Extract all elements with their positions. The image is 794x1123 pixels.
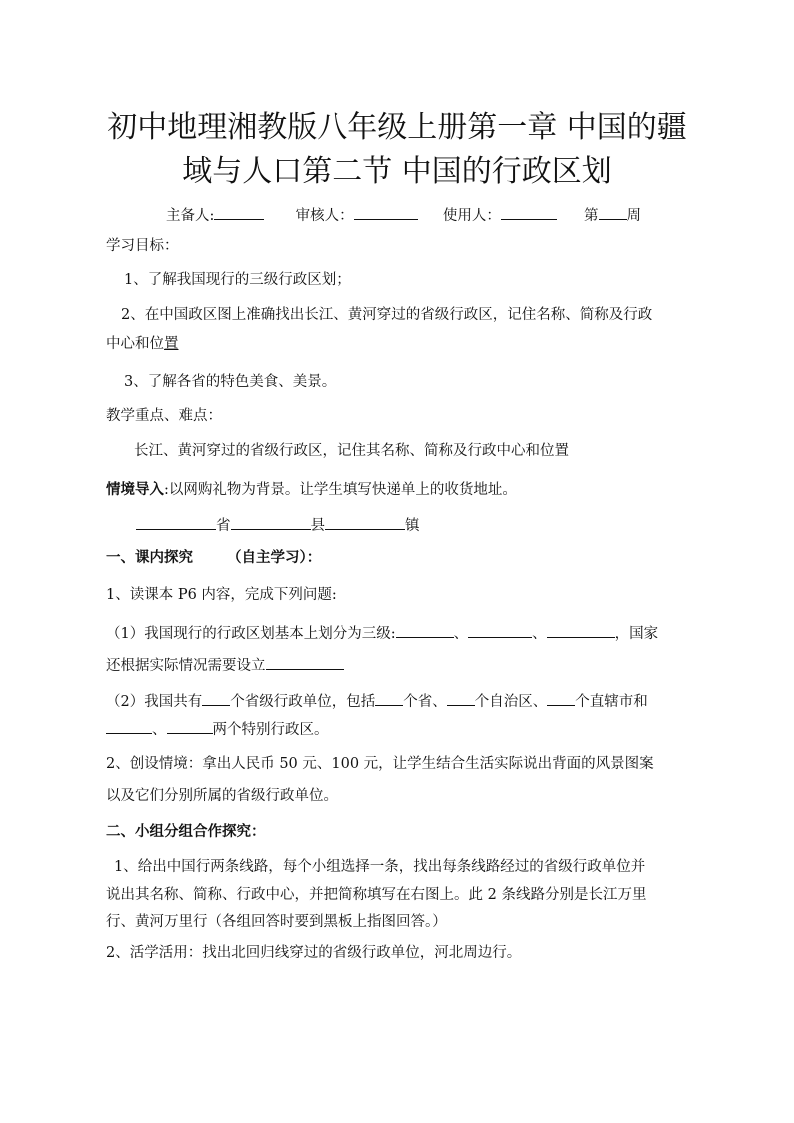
province-label: 省: [216, 518, 231, 534]
q1-2-blank-total[interactable]: [202, 690, 230, 706]
objective-2-line-2: [106, 334, 179, 354]
q1-2-end: 两个特别行政区。: [212, 722, 329, 738]
q1-1-blank-4[interactable]: [266, 654, 344, 670]
objective-2-line-1: 2、在中国政区图上准确找出长江、黄河穿过的省级行政区，记住名称、简称及行政: [121, 307, 653, 323]
q1-1-sep-2: 、: [532, 626, 547, 642]
objectives-heading: 学习目标：: [106, 238, 179, 254]
key-points-text: 长江、黄河穿过的省级行政区，记住其名称、简称及行政中心和位置: [134, 443, 569, 459]
title-line-1: 初中地理湘教版八年级上册第一章 中国的疆: [107, 110, 687, 145]
question-2-line-2: 以及它们分别所属的省级行政单位。: [106, 788, 338, 804]
q1-2-start: （2）我国共有: [106, 694, 203, 710]
address-line: [136, 514, 420, 536]
q1-1-blank-3[interactable]: [547, 622, 615, 638]
preparer-label: 主备人:: [166, 208, 215, 224]
county-label: 县: [310, 518, 325, 534]
intro-label: 情境导入: [106, 481, 164, 498]
q1-1-sep-1: 、: [453, 626, 469, 642]
objective-2-underlined: 置: [164, 336, 179, 352]
meta-line: [166, 204, 641, 226]
section2-p1-line-3: 行、黄河万里行（各组回答时要到黑板上指图回答。）: [106, 914, 447, 930]
question-1-2-line-2: [106, 718, 329, 740]
key-points-heading: 教学重点、难点：: [106, 408, 222, 424]
section2-p2: 2、活学活用：找出北回归线穿过的省级行政单位，河北周边行。: [106, 945, 522, 961]
q1-2-d: 个直辖市和: [575, 694, 648, 710]
preparer-blank[interactable]: [214, 204, 264, 220]
section1-heading-note: （自主学习）：: [227, 549, 322, 566]
user-blank[interactable]: [501, 204, 557, 220]
q1-2-c: 个自治区、: [474, 694, 548, 710]
q1-2-blank-sar-2[interactable]: [167, 718, 213, 734]
objective-2-text: 中心和位: [106, 336, 164, 352]
user-label: 使用人：: [442, 208, 501, 224]
intro-line: [106, 480, 517, 500]
county-blank[interactable]: [231, 514, 311, 530]
section1-heading: 一、课内探究: [106, 549, 193, 566]
q1-2-blank-municipalities[interactable]: [547, 690, 575, 706]
q1-2-a: 个省级行政单位，包括: [230, 694, 376, 710]
week-blank[interactable]: [599, 204, 627, 220]
q1-1-blank-2[interactable]: [468, 622, 532, 638]
question-1-2-line-1: [106, 690, 648, 712]
section2-heading: 二、小组分组合作探究：: [106, 823, 266, 840]
town-blank[interactable]: [325, 514, 405, 530]
q1-2-blank-provinces[interactable]: [375, 690, 403, 706]
q1-2-sep: 、: [152, 722, 167, 738]
intro-text: :以网购礼物为背景。让学生填写快递单上的收货地址。: [164, 482, 517, 498]
q1-2-blank-autonomous[interactable]: [447, 690, 475, 706]
question-1-1-line-1: [106, 622, 658, 644]
q1-2-b: 个省、: [403, 694, 447, 710]
question-1-1-line-2: [106, 654, 344, 676]
objective-1: 1、了解我国现行的三级行政区划；: [124, 272, 351, 288]
reviewer-label: 审核人：: [295, 208, 354, 224]
town-label: 镇: [405, 518, 420, 534]
q1-1-blank-1[interactable]: [396, 622, 454, 638]
week-suffix: 周: [626, 208, 642, 224]
section2-p1-line-1: 1、给出中国行两条线路，每个小组选择一条，找出每条线路经过的省级行政单位并: [114, 859, 646, 875]
question-1: 1、读课本 P6 内容，完成下列问题:: [106, 587, 337, 603]
province-blank[interactable]: [136, 514, 216, 530]
section2-p1-line-2: 说出其名称、简称、行政中心，并把简称填写在右图上。此 2 条线路分别是长江万里: [106, 887, 647, 903]
objective-3: 3、了解各省的特色美食、美景。: [124, 374, 337, 390]
title-line-2: 域与人口第二节 中国的行政区划: [182, 154, 612, 189]
q1-1-end: ，国家: [614, 626, 659, 642]
q1-1-line-2-text: 还根据实际情况需要设立: [106, 658, 266, 674]
reviewer-blank[interactable]: [354, 204, 418, 220]
q1-1-start: （1）我国现行的行政区划基本上划分为三级:: [106, 626, 396, 642]
q1-2-blank-sar-1[interactable]: [106, 718, 152, 734]
week-prefix: 第: [584, 208, 599, 224]
section1-heading-line: [106, 548, 321, 568]
question-2-line-1: 2、创设情境：拿出人民币 50 元、100 元，让学生结合生活实际说出背面的风景图案: [106, 756, 654, 772]
